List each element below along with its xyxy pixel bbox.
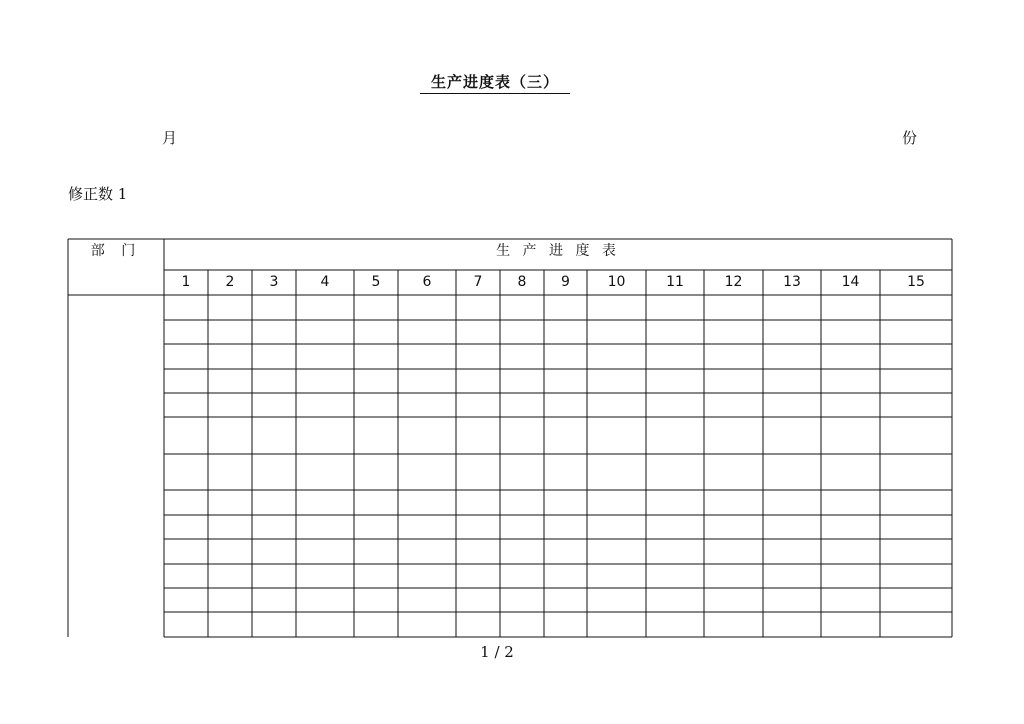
day-column-header: 9 <box>561 274 570 290</box>
day-column-header: 11 <box>666 274 684 290</box>
day-column-header: 3 <box>269 274 279 290</box>
day-column-header: 6 <box>422 274 432 290</box>
day-column-header: 12 <box>724 274 743 290</box>
progress-header: 生 产 进 度 表 <box>496 243 620 259</box>
day-column-header: 8 <box>517 274 527 290</box>
day-column-header: 5 <box>371 274 381 290</box>
part-label: 份 <box>902 129 918 147</box>
day-column-header: 10 <box>607 274 626 290</box>
day-column-header: 14 <box>841 274 860 290</box>
month-label: 月 <box>162 129 178 147</box>
day-column-header: 13 <box>783 274 801 290</box>
day-column-header: 4 <box>320 274 330 290</box>
day-column-header: 7 <box>473 274 483 290</box>
department-header: 部 门 <box>90 243 142 259</box>
day-column-header: 15 <box>907 274 925 290</box>
day-column-header: 2 <box>225 274 235 290</box>
day-column-header: 1 <box>181 274 191 290</box>
revision-number: 修正数 1 <box>68 185 128 203</box>
page-number: 1 / 2 <box>480 643 514 661</box>
page-title: 生产进度表（三） <box>420 73 570 94</box>
